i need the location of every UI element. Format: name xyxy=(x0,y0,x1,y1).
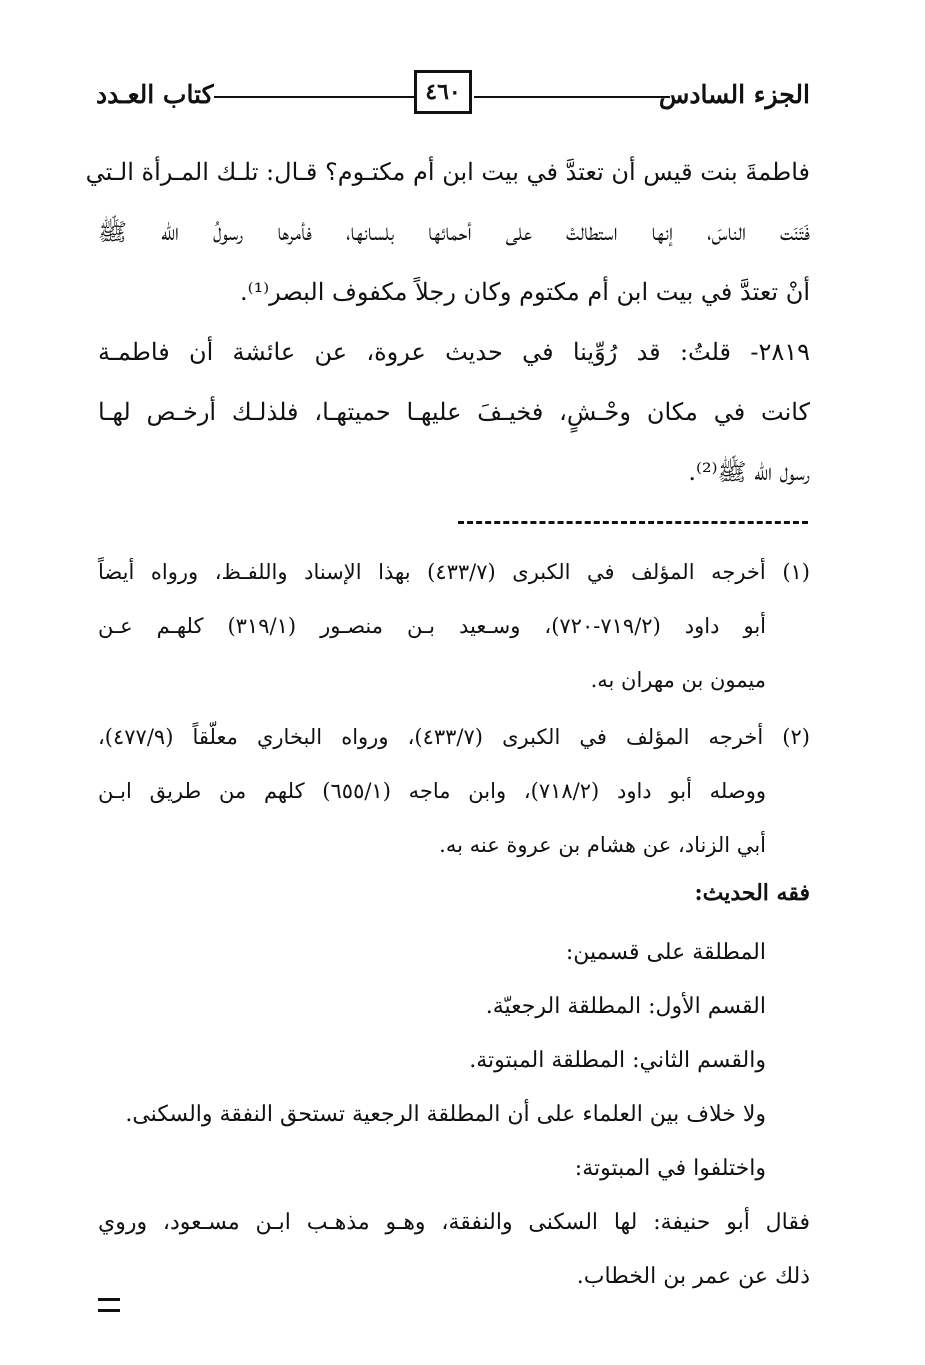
footnote-2 xyxy=(98,710,810,872)
text-line: فَتَنَت الناسَ، إنها استطالتْ على أحمائها بلسانها، فأمرها رسولُ الله ﷺ xyxy=(98,218,810,246)
footnote-line: أبي الزناد، عن هشام بن عروة عنه به. xyxy=(439,833,766,857)
footnote-line: أبو داود (٧١٩/٢-٧٢٠)، وسـعيد بـن منصـور (٣١٩/١) كلهـم عـن xyxy=(98,614,766,638)
text-line: كانت في مكان وحْـشٍ، فخيـفَ عليهـا حميتهـا، فلذلـك أرخـص لهـا xyxy=(98,398,810,426)
text-line: المطلقة على قسمين: xyxy=(565,940,766,965)
text-line: واختلفوا في المبتوتة: xyxy=(574,1156,766,1181)
text-line: والقسم الثاني: المطلقة المبتوتة. xyxy=(469,1048,766,1073)
text-line: فاطمةَ بنت قيس أن تعتدَّ في بيت ابن أم مكتـوم؟ قـال: تلـك المـرأة الـتي xyxy=(85,158,810,186)
footnote-line: (٢) أخرجه المؤلف في الكبرى (٤٣٣/٧)، ورواه البخاري معلّقاً (٤٧٧/٩)، xyxy=(98,725,810,749)
text-line: رسول الله ﷺ⁽²⁾. xyxy=(688,458,810,486)
text-line: فقال أبو حنيفة: لها السكنى والنفقة، وهـو مذهـب ابـن مسـعود، وروي xyxy=(98,1210,810,1235)
footnote-separator xyxy=(458,521,808,524)
section-text xyxy=(98,926,810,1304)
header-rule-right xyxy=(474,96,670,98)
footnote-line: ميمون بن مهران به. xyxy=(590,668,766,692)
text-line: أنْ تعتدَّ في بيت ابن أم مكتوم وكان رجلاً مكفوف البصر⁽¹⁾. xyxy=(240,278,810,306)
footnote-line: ووصله أبو داود (٧١٨/٢)، وابن ماجه (٦٥٥/١) كلهم من طريق ابـن xyxy=(98,779,767,803)
continuation-mark xyxy=(98,1298,120,1312)
main-text xyxy=(85,142,810,502)
section-heading: فقه الحديث: xyxy=(694,880,810,906)
footnote-1 xyxy=(98,545,810,707)
book-title: كتاب العـدد xyxy=(96,80,214,109)
text-line: ٢٨١٩- قلتُ: قد رُوِّينا في حديث عروة، عن عائشة أن فاطمـة xyxy=(98,338,810,366)
page-number: ٤٦٠ xyxy=(414,70,472,114)
footnote-line: (١) أخرجه المؤلف في الكبرى (٤٣٣/٧) بهذا الإسناد واللفـظ، ورواه أيضاً xyxy=(98,560,810,584)
text-line: ذلك عن عمر بن الخطاب. xyxy=(576,1264,810,1289)
page-header xyxy=(96,70,810,120)
text-line: القسم الأول: المطلقة الرجعيّة. xyxy=(485,994,766,1019)
text-line: ولا خلاف بين العلماء على أن المطلقة الرجعية تستحق النفقة والسكنى. xyxy=(125,1102,766,1127)
volume-title: الجزء السادس xyxy=(658,80,810,109)
header-rule-left xyxy=(214,96,414,98)
